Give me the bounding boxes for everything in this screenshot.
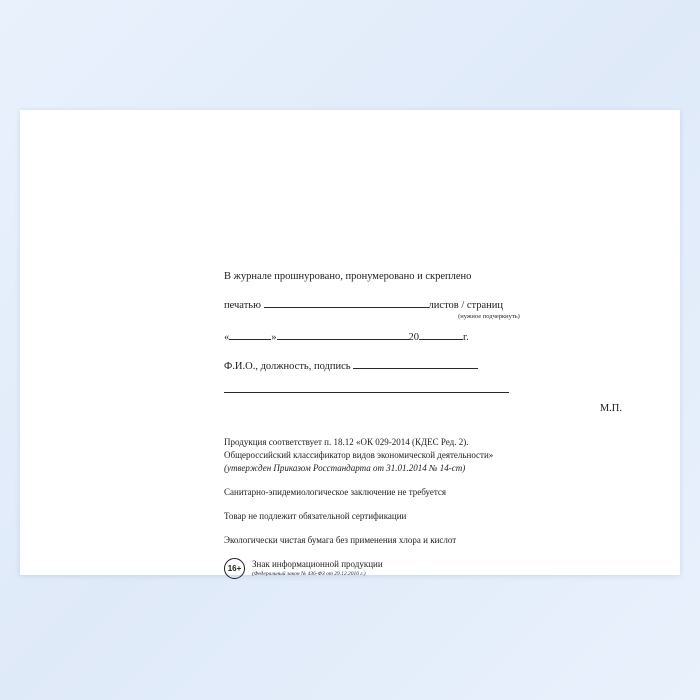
sheets-pages-label: листов / страниц (428, 300, 504, 312)
form-line-date (224, 330, 644, 345)
person-label: Ф.И.О., должность, подпись (224, 361, 351, 373)
stamp-place-label: М.П. (599, 402, 622, 414)
date-close-quote: » (271, 332, 277, 344)
marking-title: Знак информационной продукции (252, 559, 383, 570)
seal-blank-field[interactable] (264, 298, 429, 308)
form-line-binding-statement: В журнале прошнуровано, пронумеровано и скреплено (224, 271, 472, 282)
year-suffix: г. (463, 332, 469, 344)
extra-blank-field[interactable] (224, 383, 509, 393)
note-eco-paper: Экологически чистая бумага без применения хлора и кислот (224, 535, 457, 546)
certification-form-block (224, 270, 644, 416)
note-okved-line-3: (утвержден Приказом Росстандарта от 31.01.2014 № 14-ст) (224, 462, 466, 473)
note-okved-line-1: Продукция соответствует п. 18.12 «ОК 029-2014 (КДЕС Ред. 2). (224, 436, 469, 447)
note-certification: Товар не подлежит обязательной сертификации (224, 510, 407, 521)
year-prefix: 20 (408, 332, 419, 344)
person-blank-field[interactable] (353, 359, 478, 369)
marking-law-reference: (Федеральный закон № 436-ФЗ от 29.12.2010 г.) (252, 571, 366, 578)
form-line-extra (224, 383, 644, 398)
document-page (20, 110, 680, 578)
form-line-seal (224, 298, 644, 313)
information-product-marking (224, 558, 644, 579)
date-open-quote: « (224, 332, 230, 344)
form-line-person (224, 359, 644, 374)
note-okved-line-2: Общероссийский классификатор видов экономической деятельности» (224, 449, 494, 460)
marking-text (252, 558, 383, 579)
note-sanitary: Санитарно-эпидемиологическое заключение не требуется (224, 486, 447, 497)
month-blank-field[interactable] (277, 330, 409, 340)
year-blank-field[interactable] (419, 330, 463, 340)
age-rating-badge: 16+ (224, 558, 245, 579)
seal-label: печатью (224, 300, 261, 312)
day-blank-field[interactable] (229, 330, 271, 340)
document-content (224, 270, 644, 579)
legal-notes-block (224, 436, 644, 579)
underline-instruction-note: (нужное подчеркнуть) (458, 313, 520, 321)
